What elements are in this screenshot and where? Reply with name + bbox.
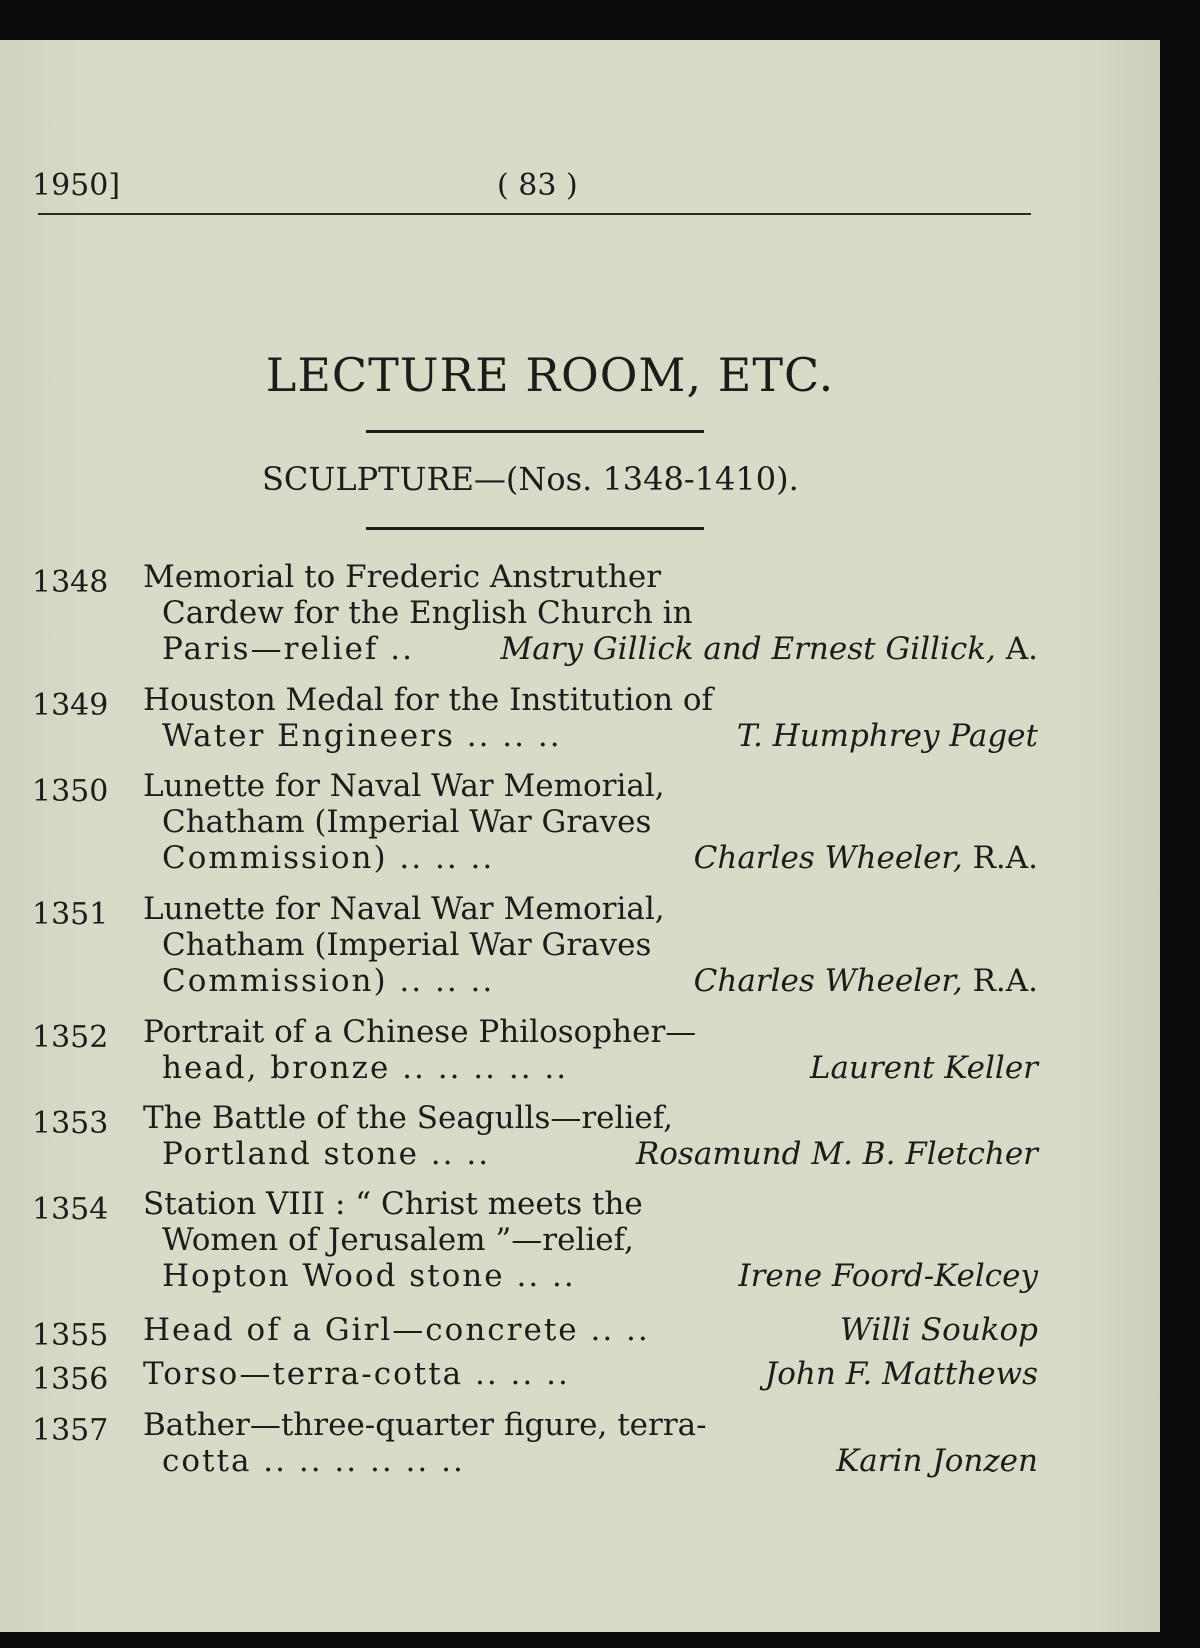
entry-number: 1357 (32, 1413, 109, 1448)
artist-suffix: A. (1005, 631, 1038, 667)
catalogue-page (0, 40, 1160, 1632)
artist-name: Laurent Keller (809, 1050, 1038, 1086)
page-number: ( 83 ) (497, 168, 578, 203)
entry-artist (737, 718, 1038, 754)
entry-number: 1349 (32, 688, 109, 723)
entry-title-line: Paris—relief .. (162, 631, 414, 667)
entry-number: 1351 (32, 897, 109, 932)
artist-suffix: R.A. (972, 963, 1038, 999)
entry-title-line: Houston Medal for the Institution of (143, 682, 714, 718)
entry-artist (765, 1356, 1038, 1392)
artist-name: John F. Matthews (764, 1356, 1038, 1392)
artist-name: Irene Foord-Kelcey (738, 1258, 1038, 1294)
entry-title-line: Water Engineers .. .. .. (162, 718, 562, 754)
entry-title-line: Cardew for the English Church in (162, 595, 693, 631)
entry-artist (636, 1136, 1038, 1172)
entry-number: 1350 (32, 774, 109, 809)
entry-list (0, 40, 1160, 1632)
entry-title-line: Bather—three-quarter figure, terra- (143, 1407, 707, 1443)
entry-title-line: Commission) .. .. .. (162, 963, 495, 999)
artist-name: Karin Jonzen (836, 1443, 1038, 1479)
artist-name: Rosamund M. B. Fletcher (635, 1136, 1038, 1172)
entry-number: 1354 (32, 1192, 109, 1227)
entry-title-line: Women of Jerusalem ”—relief, (162, 1222, 634, 1258)
entry-title-line: Memorial to Frederic Anstruther (143, 559, 662, 595)
entry-number: 1356 (32, 1362, 109, 1397)
entry-artist (810, 1050, 1038, 1086)
entry-title-line: head, bronze .. .. .. .. .. (162, 1050, 569, 1086)
section-title-text: LECTURE ROOM, ETC. (265, 348, 835, 402)
entry-artist (694, 840, 1038, 876)
artist-name: T. Humphrey Paget (736, 718, 1038, 754)
header-year: 1950] (32, 168, 121, 203)
entry-title-line: Hopton Wood stone .. .. (162, 1258, 576, 1294)
artist-name: Charles Wheeler, (693, 840, 963, 876)
artist-suffix: R.A. (972, 840, 1038, 876)
entry-artist (694, 963, 1038, 999)
entry-title-line: Lunette for Naval War Memorial, (143, 768, 665, 804)
section-subtitle: SCULPTURE—(Nos. 1348-1410). (262, 460, 799, 498)
artist-name: Mary Gillick and Ernest Gillick, (500, 631, 996, 667)
entry-title-line: Chatham (Imperial War Graves (162, 804, 652, 840)
entry-artist (501, 631, 1039, 667)
entry-artist (836, 1443, 1038, 1479)
artist-name: Charles Wheeler, (693, 963, 963, 999)
entry-title-line: Lunette for Naval War Memorial, (143, 891, 665, 927)
entry-title-line: Portrait of a Chinese Philosopher— (143, 1014, 697, 1050)
entry-number: 1353 (32, 1106, 109, 1141)
entry-title-line: cotta .. .. .. .. .. .. (162, 1443, 465, 1479)
entry-title-line: The Battle of the Seagulls—relief, (143, 1100, 673, 1136)
entry-artist (840, 1312, 1038, 1348)
entry-title-line: Commission) .. .. .. (162, 840, 495, 876)
entry-title-line: Torso—terra-cotta .. .. .. (143, 1356, 570, 1392)
entry-title-line: Chatham (Imperial War Graves (162, 927, 652, 963)
entry-artist (738, 1258, 1038, 1294)
entry-title-line: Station VIII : “ Christ meets the (143, 1186, 643, 1222)
entry-number: 1352 (32, 1020, 109, 1055)
entry-title-line: Head of a Girl—concrete .. .. (143, 1312, 650, 1348)
artist-name: Willi Soukop (840, 1312, 1038, 1348)
entry-title-line: Portland stone .. .. (162, 1136, 491, 1172)
entry-number: 1348 (32, 565, 109, 600)
entry-number: 1355 (32, 1318, 109, 1353)
